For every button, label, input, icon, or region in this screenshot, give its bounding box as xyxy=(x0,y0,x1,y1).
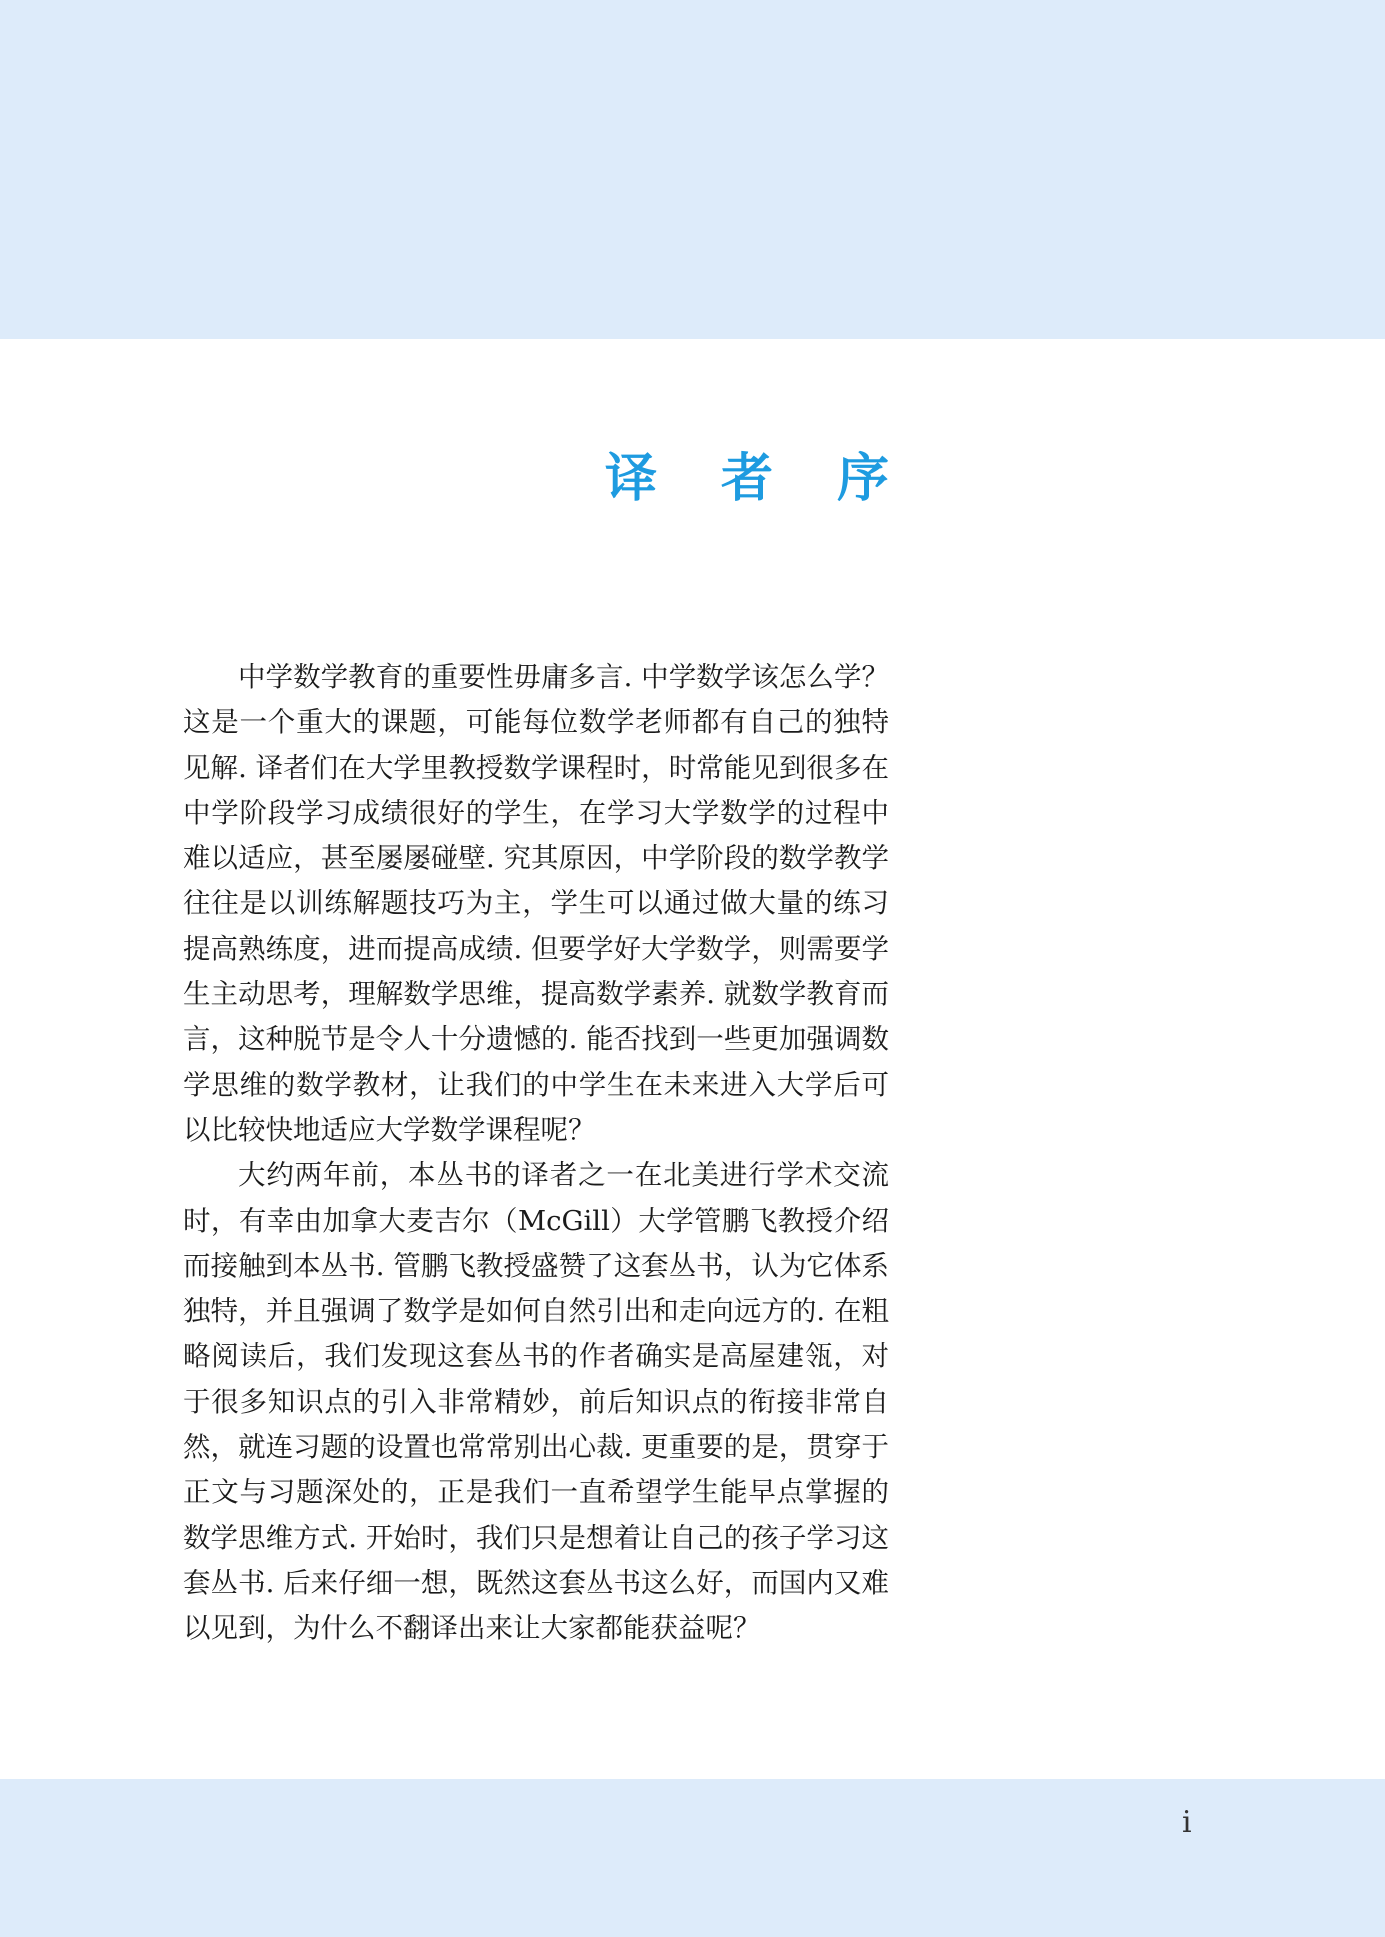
footer-band xyxy=(0,1779,1385,1937)
page-number: i xyxy=(1182,1805,1192,1840)
paragraph: 中学数学教育的重要性毋庸多言. 中学数学该怎么学？这是一个重大的课题，可能每位数学老师都有自己的独特见解. 译者们在大学里教授数学课程时，时常能见到很多在中学阶段学习成绩很好的学生，在学习大学数学的过程中难以适应，甚至屡屡碰壁. 究其原因，中学阶段的数学教学往往是以训练解题技巧为主，学生可以通过做大量的练习提高熟练度，进而提高成绩. 但要学好大学数学，则需要学生主动思考，理解数学思维，提高数学素养. 就数学教育而言，这种脱节是令人十分遗憾的. 能否找到一些更加强调数学思维的数学教材，让我们的中学生在未来进入大学后可以比较快地适应大学数学课程呢？ xyxy=(183,661,889,1146)
paragraph: 大约两年前，本丛书的译者之一在北美进行学术交流时，有幸由加拿大麦吉尔（McGill）大学管鹏飞教授介绍而接触到本丛书. 管鹏飞教授盛赞了这套丛书，认为它体系独特，并且强调了数学是如何自然引出和走向远方的. 在粗略阅读后，我们发现这套丛书的作者确实是高屋建瓴，对于很多知识点的引入非常精妙，前后知识点的衔接非常自然，就连习题的设置也常常别出心裁. 更重要的是，贯穿于正文与习题深处的，正是我们一直希望学生能早点掌握的数学思维方式. 开始时，我们只是想着让自己的孩子学习这套丛书. 后来仔细一想，既然这套丛书这么好，而国内又难以见到，为什么不翻译出来让大家都能获益呢？ xyxy=(183,1159,889,1645)
header-band xyxy=(0,0,1385,339)
page-title: 译者序 xyxy=(604,448,953,509)
preface-body xyxy=(183,655,889,1652)
